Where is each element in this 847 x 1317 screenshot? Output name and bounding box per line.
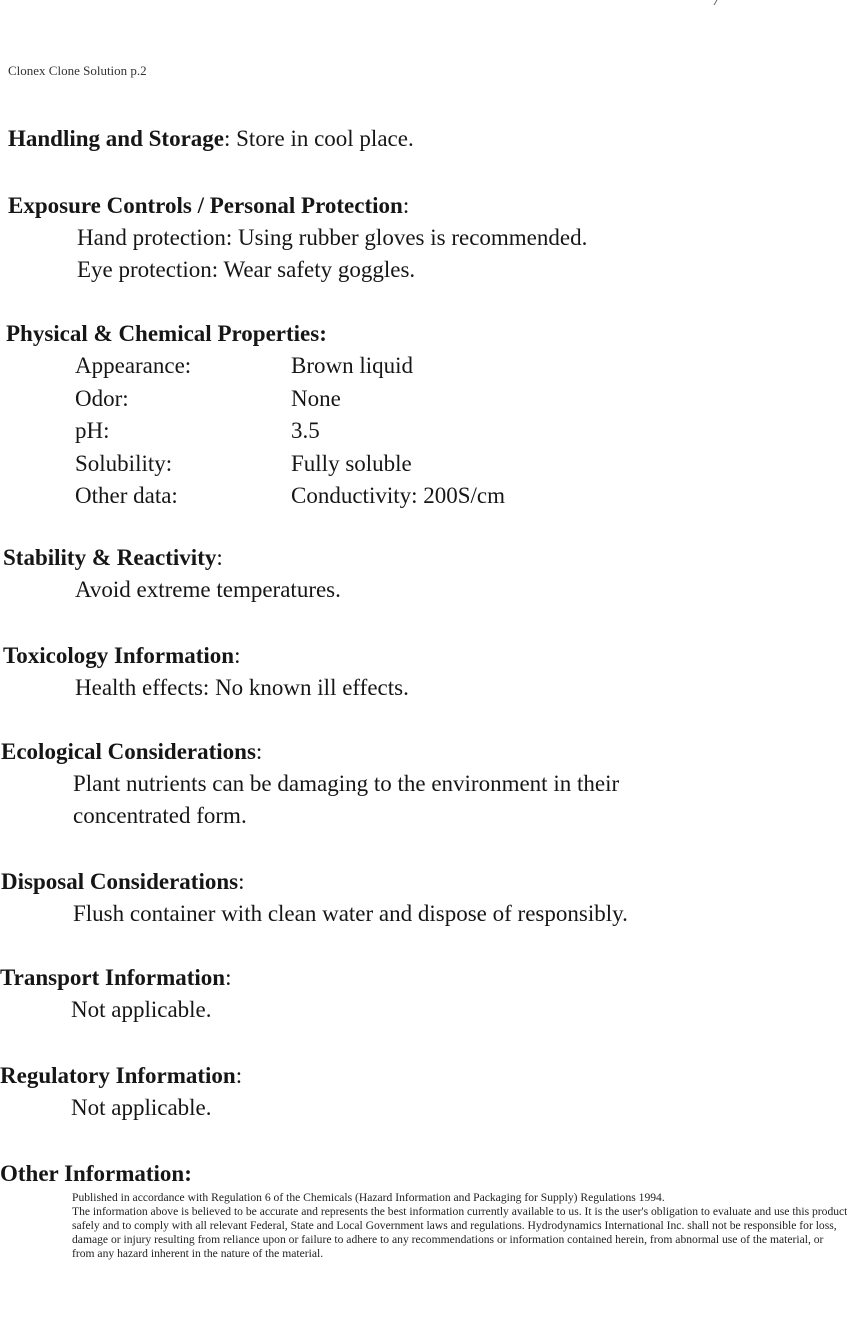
section-physical-chemical (0, 318, 847, 513)
property-row: Solubility: Fully soluble (75, 450, 412, 476)
section-stability-reactivity (0, 542, 847, 606)
ecological-text-line: Plant nutrients can be damaging to the environment in their (73, 771, 620, 796)
section-title: Physical & Chemical Properties: (6, 321, 327, 346)
disclaimer-paragraph: The information above is believed to be accurate and represents the best information currently available to us. It is the user's obligation to evaluate and use this product safely and to comply with all relevant Federal, State and Local Government laws and regulations. Hydrodynamics International Inc. shall not be responsible for loss, damage or injury resulting from reliance upon or failure to adhere to any recommendations or information contained herein, from abnormal use of the material, or from any hazard inherent in the nature of the material. (72, 1205, 847, 1260)
property-row: Other data: Conductivity: 200S/cm (75, 483, 506, 508)
section-title: Transport Information: (0, 965, 232, 990)
page-header: Clonex Clone Solution p.2 (8, 63, 147, 78)
section-title: Other Information: (0, 1161, 192, 1186)
section-title: Stability & Reactivity: (3, 545, 223, 570)
property-row: pH: 3.5 (75, 418, 320, 443)
regulation-paragraph: Published in accordance with Regulation 6 of the Chemicals (Hazard Information and Packaging for Supply) Regulations 1994. (72, 1191, 665, 1204)
ecological-text-line: concentrated form. (73, 803, 247, 828)
section-title: Handling and Storage: Store in cool place. (8, 126, 414, 151)
transport-text: Not applicable. (71, 997, 212, 1022)
property-row: Odor: None (75, 385, 341, 411)
section-disposal (0, 866, 847, 930)
section-transport (0, 962, 847, 1026)
section-ecological (0, 736, 847, 832)
section-title: Toxicology Information: (3, 643, 241, 668)
stability-text: Avoid extreme temperatures. (75, 577, 341, 602)
section-handling-storage (0, 126, 847, 152)
section-toxicology (0, 640, 847, 704)
eye-protection-line: Eye protection: Wear safety goggles. (77, 257, 416, 282)
toxicology-text: Health effects: No known ill effects. (75, 675, 409, 700)
section-regulatory (0, 1060, 847, 1124)
property-row: Appearance: Brown liquid (75, 353, 414, 378)
section-title: Regulatory Information: (0, 1063, 243, 1088)
hand-protection-line: Hand protection: Using rubber gloves is recommended. (77, 225, 588, 250)
section-exposure-controls (0, 190, 847, 286)
other-information-text (72, 1191, 847, 1261)
section-title: Ecological Considerations: (1, 739, 263, 764)
disposal-text: Flush container with clean water and dispose of responsibly. (73, 901, 628, 926)
regulatory-text: Not applicable. (71, 1095, 212, 1120)
section-title: Exposure Controls / Personal Protection: (8, 193, 410, 218)
section-other-information (0, 1158, 847, 1190)
properties-table (0, 350, 847, 513)
page-edge-mark (706, 0, 718, 5)
section-title: Disposal Considerations: (1, 869, 245, 894)
